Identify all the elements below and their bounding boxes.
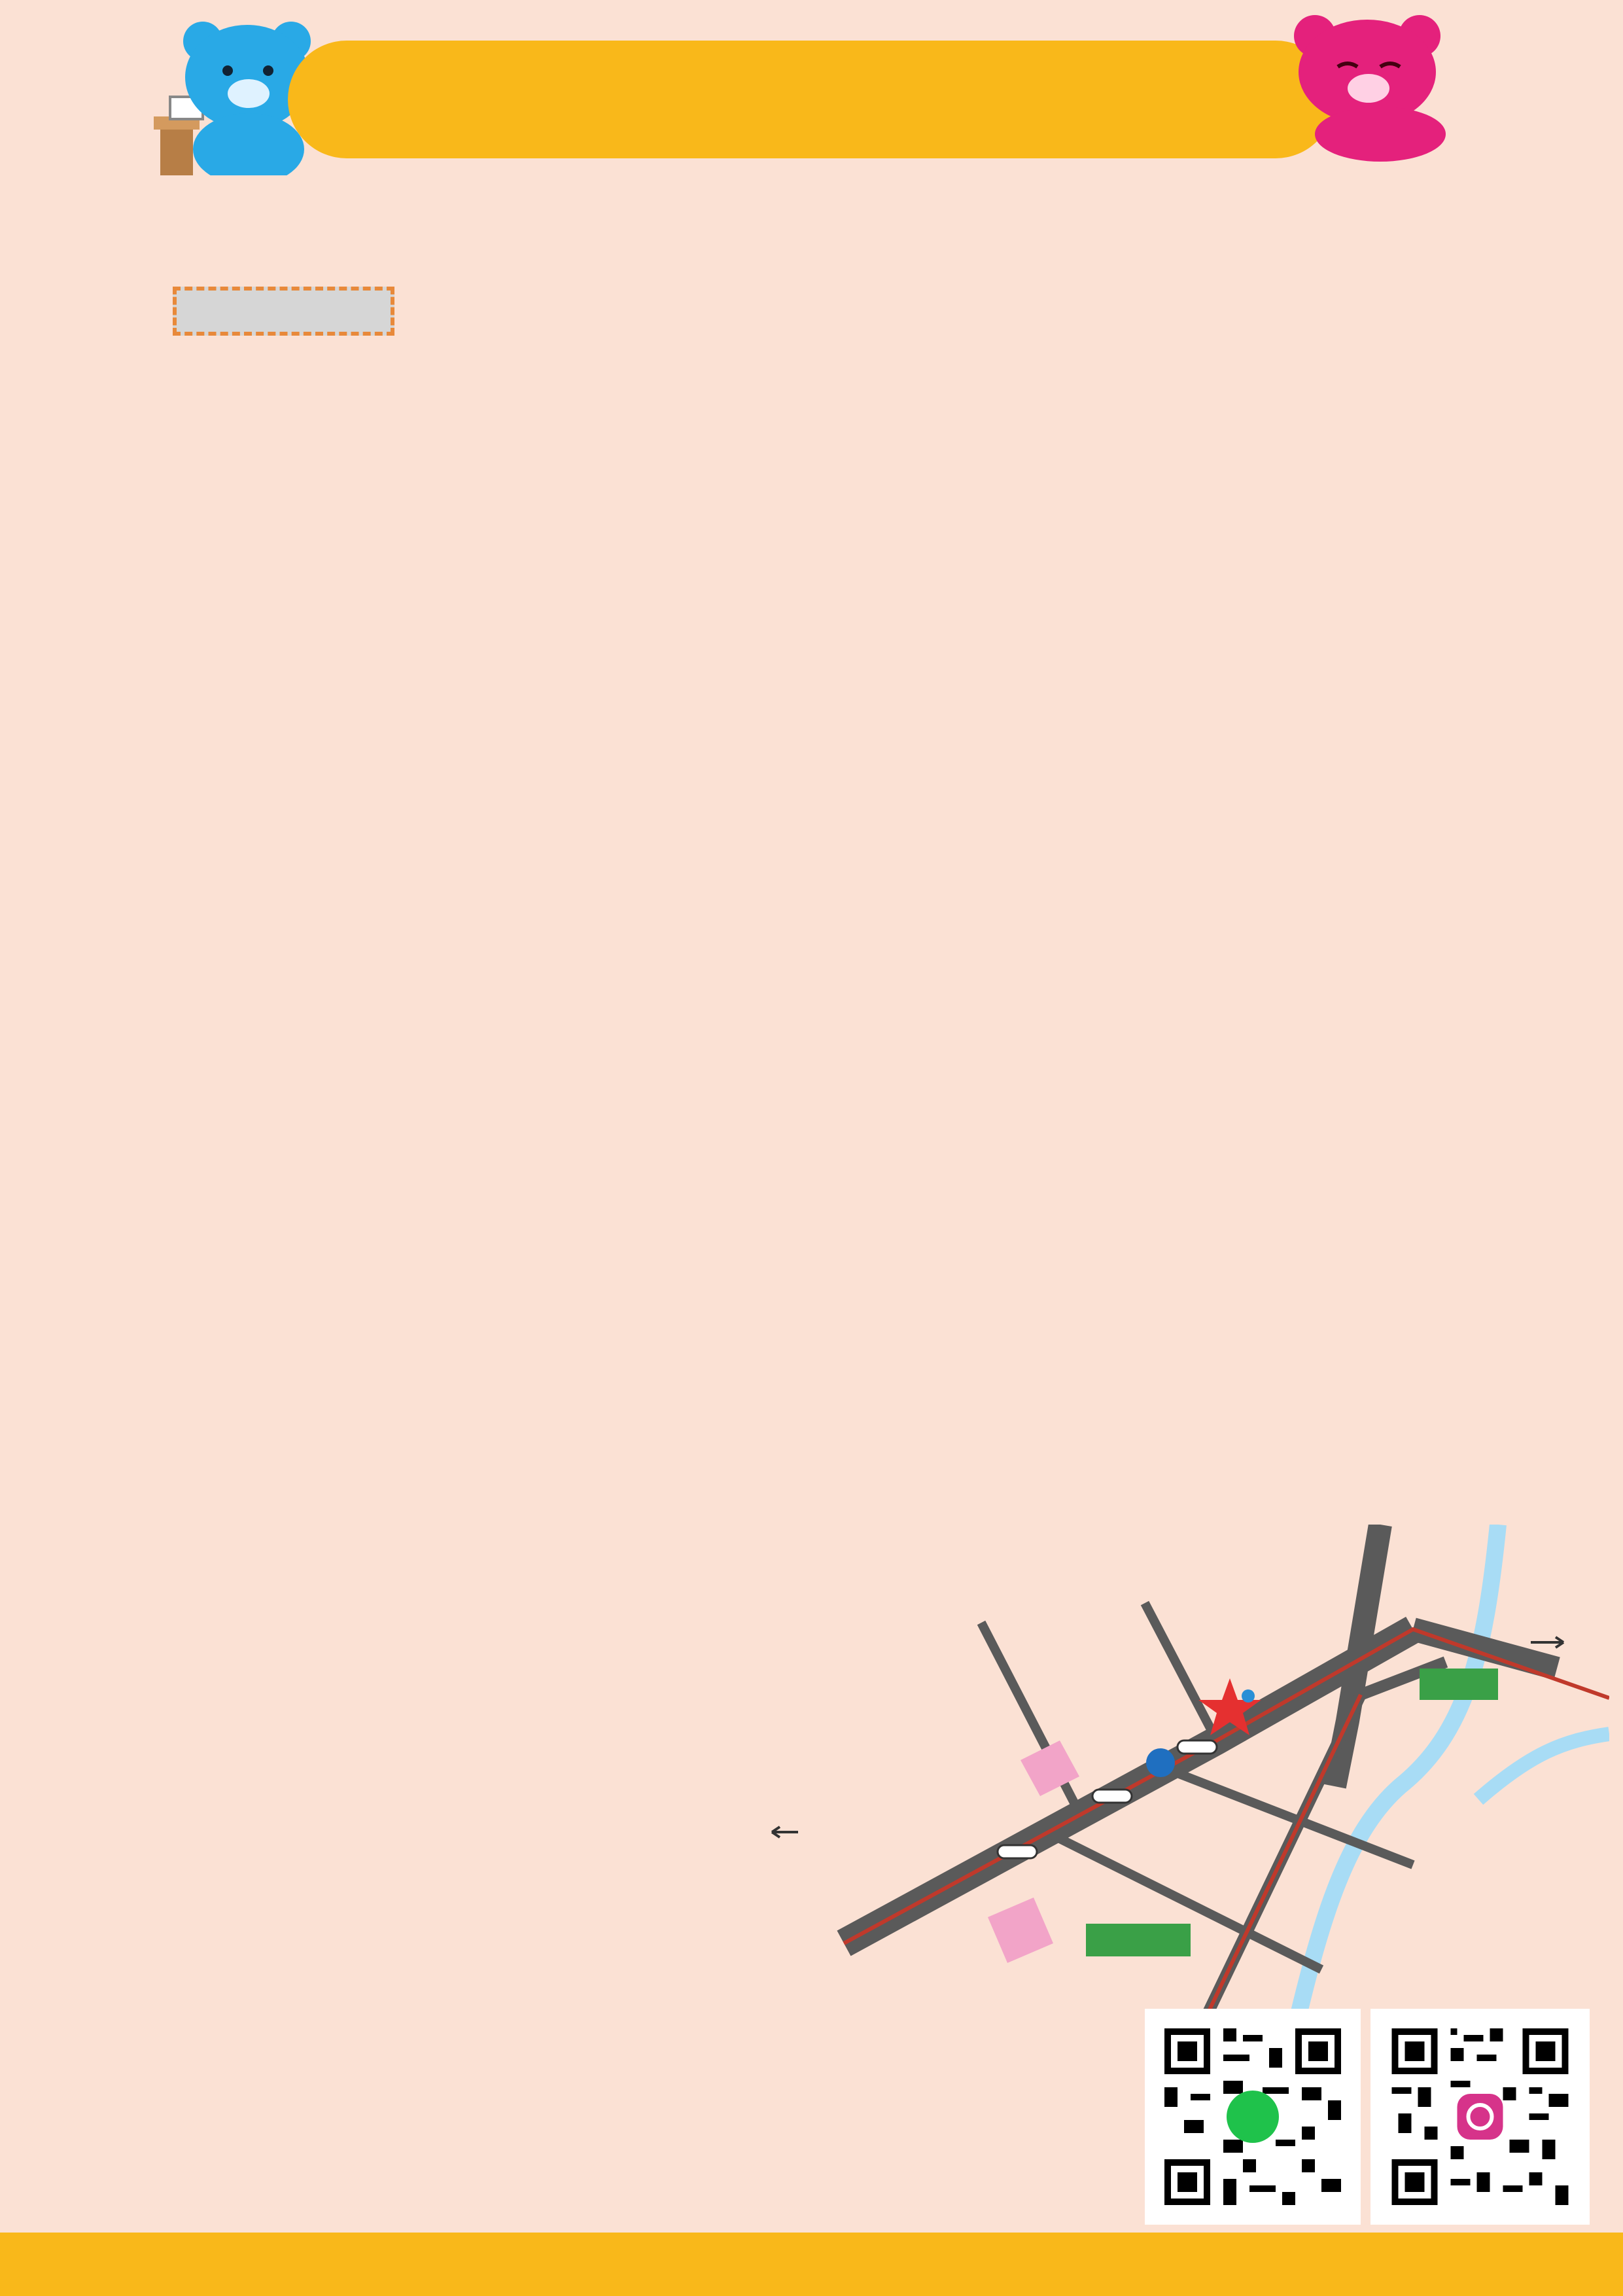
line-qr-graphic <box>1145 2009 1361 2225</box>
footer-bar <box>0 2233 1623 2296</box>
line-qr-code[interactable] <box>1145 2009 1361 2225</box>
web-row <box>81 2144 199 2176</box>
instagram-qr-graphic <box>1370 2009 1590 2225</box>
weekday-header-row <box>173 243 1503 284</box>
map-graphic <box>759 1525 1609 2028</box>
day-number-cell <box>173 287 394 336</box>
calendar-grid <box>173 287 1503 1474</box>
bear-pink-mascot <box>1282 7 1459 164</box>
email-row <box>81 2108 218 2141</box>
title-banner <box>288 41 1335 158</box>
access-map <box>759 1525 1609 2028</box>
tel-row <box>81 2073 205 2106</box>
instagram-qr-code[interactable] <box>1370 2009 1590 2225</box>
